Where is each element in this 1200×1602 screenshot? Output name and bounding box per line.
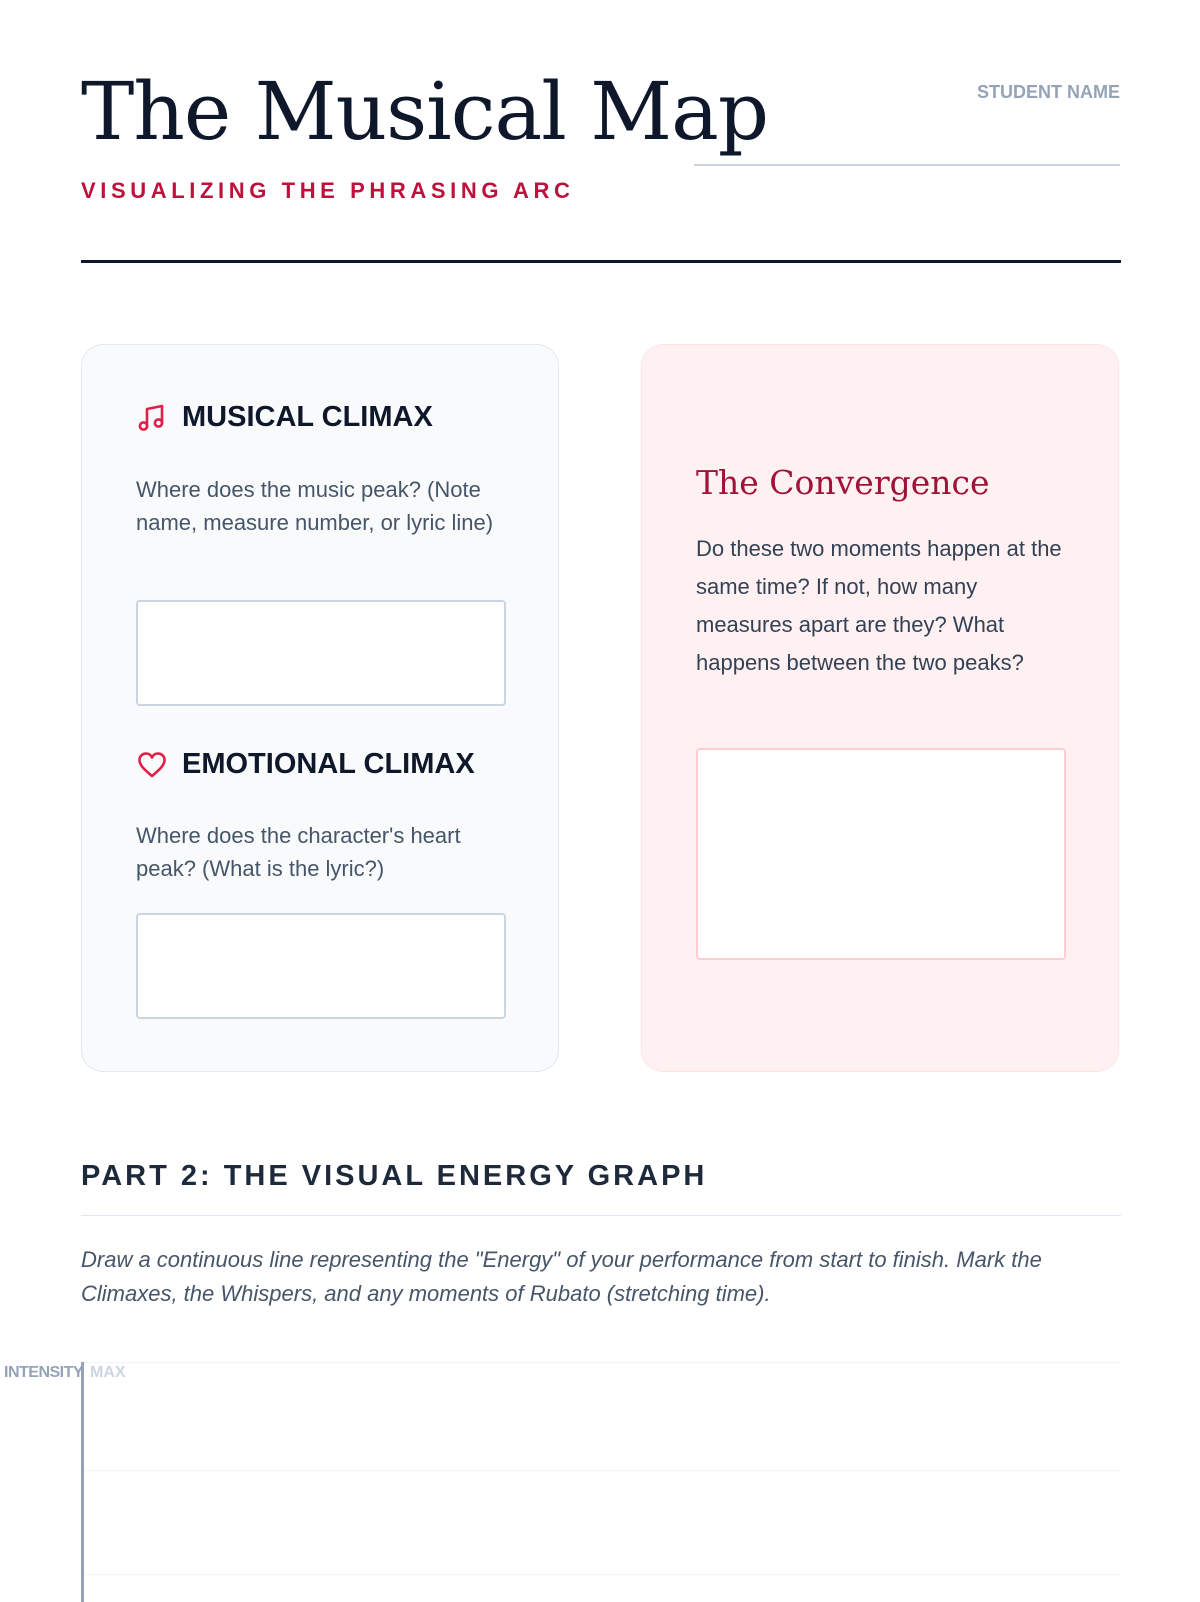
musical-climax-answer-field[interactable] — [136, 600, 506, 706]
musical-climax-title: MUSICAL CLIMAX — [182, 401, 433, 433]
convergence-title: The Convergence — [696, 463, 990, 502]
emotional-climax-answer-field[interactable] — [136, 913, 506, 1019]
heart-icon — [136, 749, 168, 781]
page-title: The Musical Map — [81, 65, 769, 158]
musical-climax-heading — [136, 401, 433, 434]
musical-climax-prompt: Where does the music peak? (Note name, measure number, or lyric line) — [136, 477, 494, 535]
convergence-prompt: Do these two moments happen at the same time? If not, how many measures apart are they? What happens between the two peaks? — [696, 536, 1062, 675]
graph-gridline — [84, 1362, 1120, 1363]
emotional-climax-prompt: Where does the character's heart peak? (What is the lyric?) — [136, 823, 461, 881]
graph-gridline — [84, 1574, 1120, 1575]
graph-y-axis — [81, 1362, 84, 1602]
part-2-title: PART 2: THE VISUAL ENERGY GRAPH — [81, 1160, 708, 1192]
page-subtitle: VISUALIZING THE PHRASING ARC — [81, 178, 575, 203]
energy-graph[interactable] — [0, 1360, 1200, 1600]
graph-max-label: MAX — [90, 1364, 126, 1381]
graph-y-axis-label: INTENSITY — [4, 1364, 84, 1381]
graph-gridline — [84, 1470, 1120, 1471]
convergence-card — [641, 344, 1119, 1072]
student-name-label: STUDENT NAME — [977, 82, 1120, 102]
convergence-answer-field[interactable] — [696, 748, 1066, 960]
header-divider — [81, 260, 1121, 263]
music-note-icon — [136, 402, 168, 434]
climax-card — [81, 344, 559, 1072]
part-2-instructions: Draw a continuous line representing the "Energy" of your performance from start to finish. Mark the Climaxes, the Whispers, and any moments of Rubato (stretching time). — [81, 1247, 1042, 1306]
part-2-divider — [81, 1215, 1121, 1216]
emotional-climax-heading — [136, 748, 475, 781]
emotional-climax-title: EMOTIONAL CLIMAX — [182, 748, 475, 780]
student-name-field[interactable] — [694, 164, 1120, 166]
